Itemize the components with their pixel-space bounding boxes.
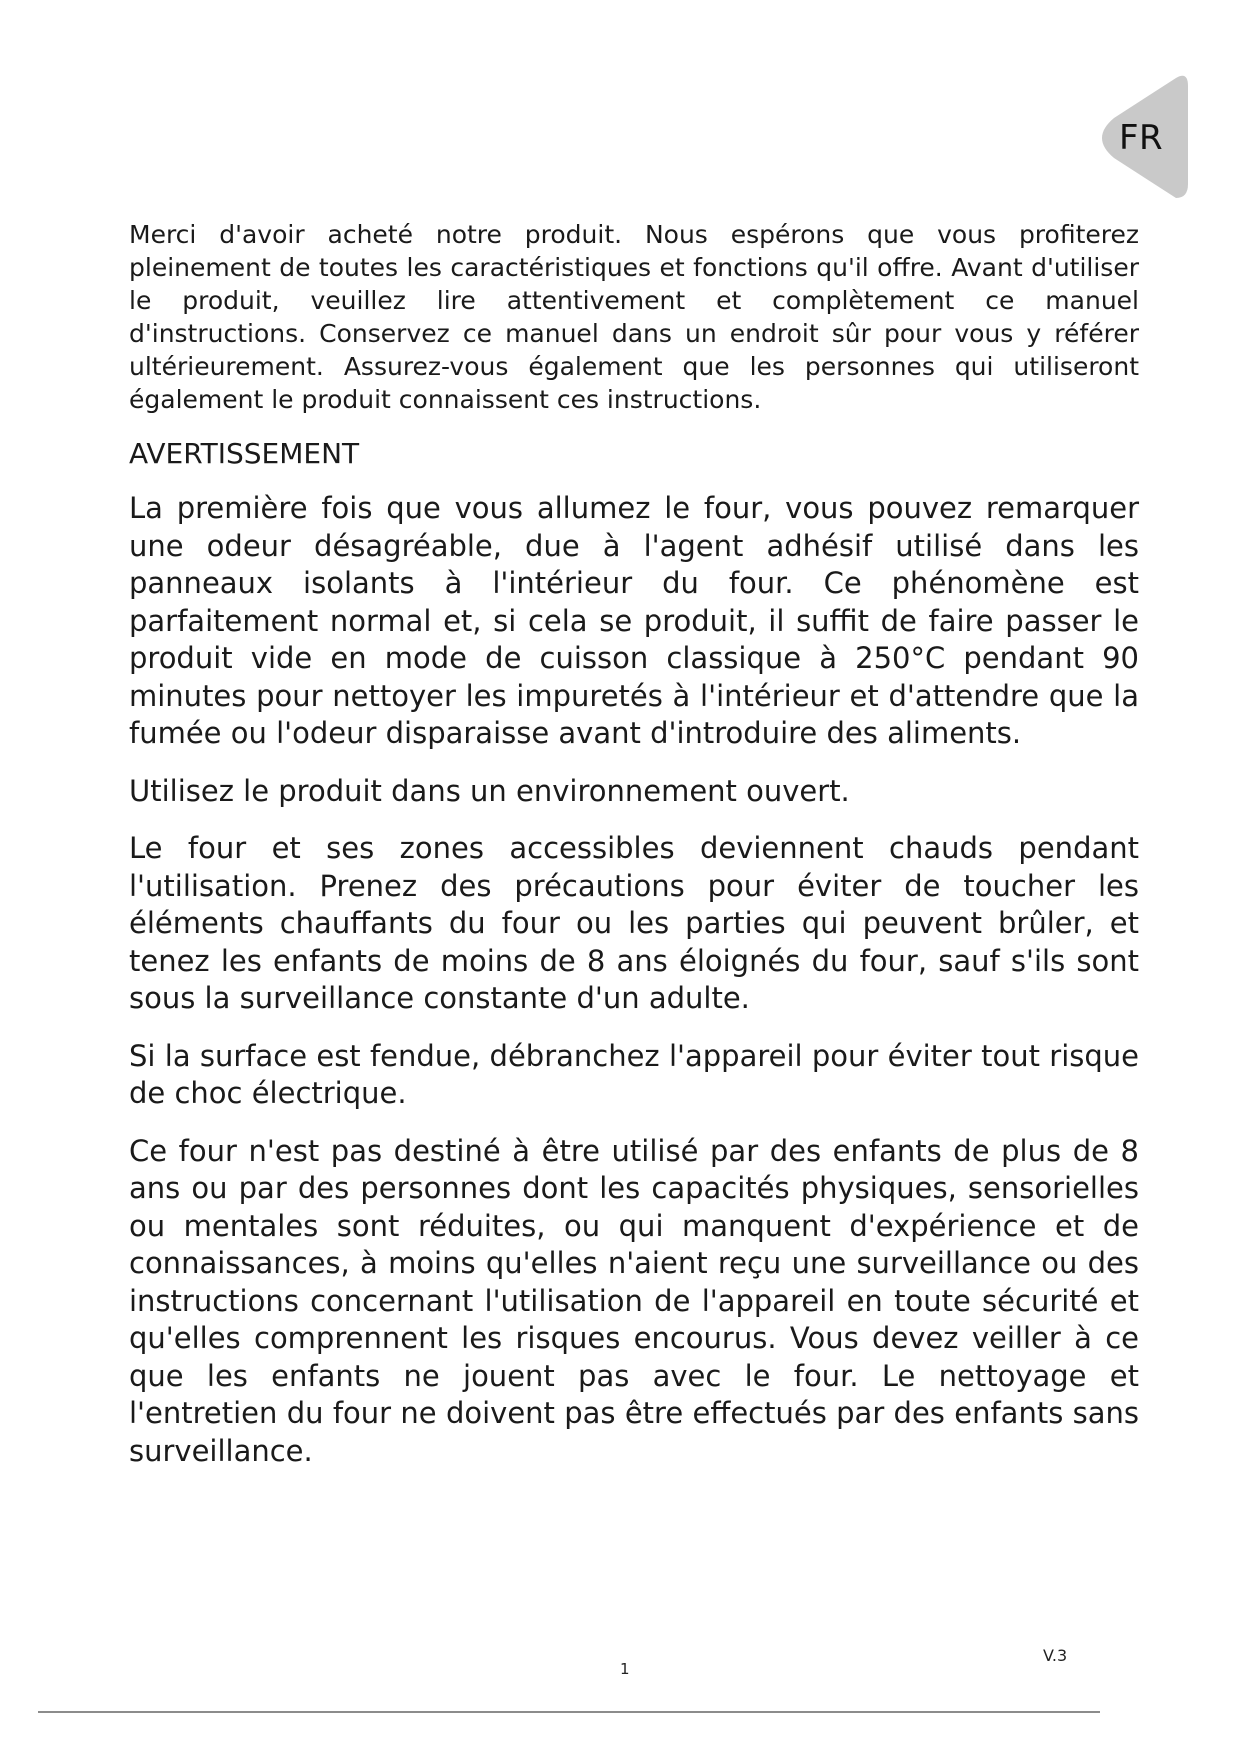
intro-paragraph: Merci d'avoir acheté notre produit. Nous espérons que vous profiterez pleinement de toutes les caractéristiques et fonctions qu'il offre. Avant d'utiliser le produit, veuillez lire attentivement et complètement ce manuel d'instructions. Conservez ce manuel dans un endroit sûr pour vous y référer ultérieurement. Assurez-vous également que les personnes qui utiliseront également le produit connaissent ces instructions.	[129, 220, 1139, 414]
page-number: 1	[620, 1660, 630, 1678]
warning-paragraph-environment: Utilisez le produit dans un environnement ouvert.	[129, 773, 850, 808]
warning-paragraph-cracked-surface: Si la surface est fendue, débranchez l'appareil pour éviter tout risque de choc électrique.	[129, 1038, 1139, 1110]
warning-paragraph-first-use: La première fois que vous allumez le four, vous pouvez remarquer une odeur désagréable, due à l'agent adhésif utilisé dans les panneaux isolants à l'intérieur du four. Ce phénomène est parfaitement normal et, si cela se produit, il suffit de faire passer le produit vide en mode de cuisson classique à 250°C pendant 90 minutes pour nettoyer les impuretés à l'intérieur et d'attendre que la fumée ou l'odeur disparaisse avant d'introduire des aliments.	[129, 491, 1139, 750]
footer-divider	[38, 1711, 1100, 1713]
warning-heading: AVERTISSEMENT	[129, 437, 360, 470]
version-label: V.3	[1043, 1646, 1068, 1665]
warning-paragraph-hot-surfaces: Le four et ses zones accessibles deviennent chauds pendant l'utilisation. Prenez des précautions pour éviter de toucher les éléments chauffants du four ou les parties qui peuvent brûler, et tenez les enfants de moins de 8 ans éloignés du four, sauf s'ils sont sous la surveillance constante d'un adulte.	[129, 831, 1139, 1015]
language-code: FR	[1119, 118, 1164, 158]
warning-paragraph-children: Ce four n'est pas destiné à être utilisé par des enfants de plus de 8 ans ou par des personnes dont les capacités physiques, sensorielles ou mentales sont réduites, ou qui manquent d'expérience et de connaissances, à moins qu'elles n'aient reçu une surveillance ou des instructions concernant l'utilisation de l'appareil en toute sécurité et qu'elles comprennent les risques encourus. Vous devez veiller à ce que les enfants ne jouent pas avec le four. Le nettoyage et l'entretien du four ne doivent pas être effectués par des enfants sans surveillance.	[129, 1133, 1139, 1468]
page-body	[129, 218, 1139, 1490]
